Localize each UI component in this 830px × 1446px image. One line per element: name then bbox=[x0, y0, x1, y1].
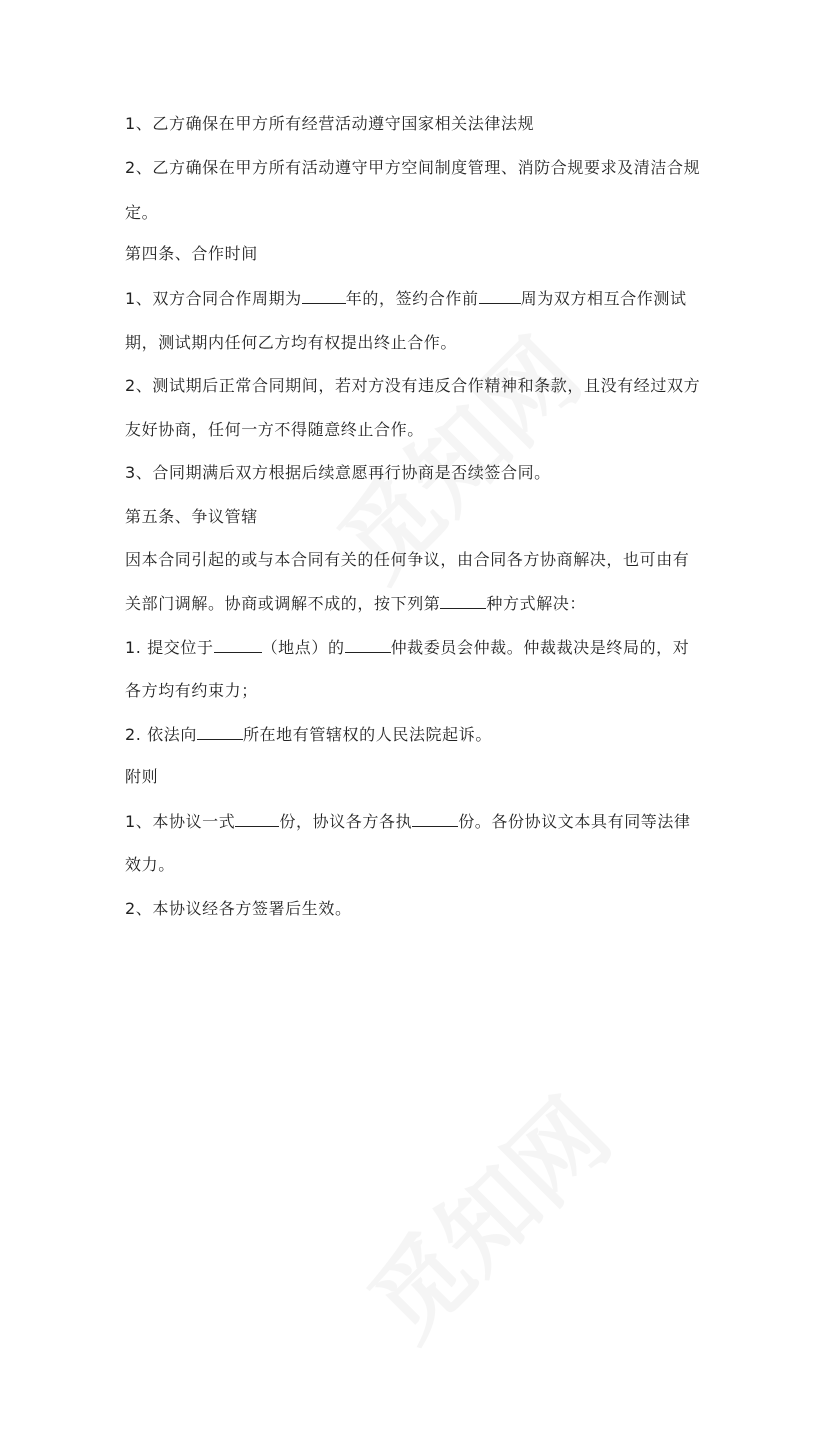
article-5-option-1-cont: 各方均有约束力； bbox=[125, 681, 258, 700]
appendix-item-1-cont: 效力。 bbox=[125, 855, 175, 874]
article-4-heading: 第四条、合作时间 bbox=[125, 244, 258, 263]
article-5-text-cont bbox=[125, 593, 710, 613]
blank-location[interactable] bbox=[214, 637, 262, 653]
appendix-item-2: 2、本协议经各方签署后生效。 bbox=[125, 899, 352, 918]
text: 种方式解决： bbox=[486, 594, 587, 613]
text: 份。各份协议文本具有同等法律 bbox=[458, 812, 691, 831]
blank-method[interactable] bbox=[440, 593, 486, 609]
article-5-heading: 第五条、争议管辖 bbox=[125, 507, 258, 526]
appendix-item-1 bbox=[125, 811, 710, 831]
blank-court[interactable] bbox=[197, 724, 243, 740]
text: （地点）的 bbox=[261, 638, 345, 657]
text: 2. 依法向 bbox=[125, 725, 197, 744]
blank-weeks[interactable] bbox=[479, 288, 521, 304]
text: 1. 提交位于 bbox=[125, 638, 214, 657]
text: 年的，签约合作前 bbox=[345, 289, 479, 308]
article-5-text: 因本合同引起的或与本合同有关的任何争议，由合同各方协商解决，也可由有 bbox=[125, 550, 690, 569]
blank-arbitration[interactable] bbox=[345, 637, 391, 653]
clause-1: 1、乙方确保在甲方所有经营活动遵守国家相关法律法规 bbox=[125, 114, 535, 133]
blank-each[interactable] bbox=[412, 811, 458, 827]
watermark-bottom bbox=[264, 994, 717, 1446]
text: 1、本协议一式 bbox=[125, 812, 236, 831]
article-4-item-2: 2、测试期后正常合同期间，若对方没有违反合作精神和条款，且没有经过双方 bbox=[125, 376, 701, 395]
blank-copies[interactable] bbox=[235, 811, 279, 827]
article-4-item-1 bbox=[125, 288, 710, 308]
text: 1、双方合同合作周期为 bbox=[125, 289, 302, 308]
text: 份，协议各方各执 bbox=[279, 812, 413, 831]
article-5-option-2 bbox=[125, 724, 710, 744]
text: 所在地有管辖权的人民法院起诉。 bbox=[242, 725, 492, 744]
clause-2-cont: 定。 bbox=[125, 203, 159, 222]
text: 关部门调解。协商或调解不成的，按下列第 bbox=[125, 594, 441, 613]
appendix-heading: 附则 bbox=[125, 767, 159, 786]
clause-2: 2、乙方确保在甲方所有活动遵守甲方空间制度管理、消防合规要求及清洁合规 bbox=[125, 158, 701, 177]
article-5-option-1 bbox=[125, 637, 710, 657]
article-4-item-1-cont: 期，测试期内任何乙方均有权提出终止合作。 bbox=[125, 333, 458, 352]
text: 仲裁委员会仲裁。仲裁裁决是终局的，对 bbox=[390, 638, 690, 657]
article-4-item-3: 3、合同期满后双方根据后续意愿再行协商是否续签合同。 bbox=[125, 463, 551, 482]
blank-period[interactable] bbox=[302, 288, 346, 304]
article-4-item-2-cont: 友好协商，任何一方不得随意终止合作。 bbox=[125, 420, 424, 439]
text: 周为双方相互合作测试 bbox=[520, 289, 687, 308]
